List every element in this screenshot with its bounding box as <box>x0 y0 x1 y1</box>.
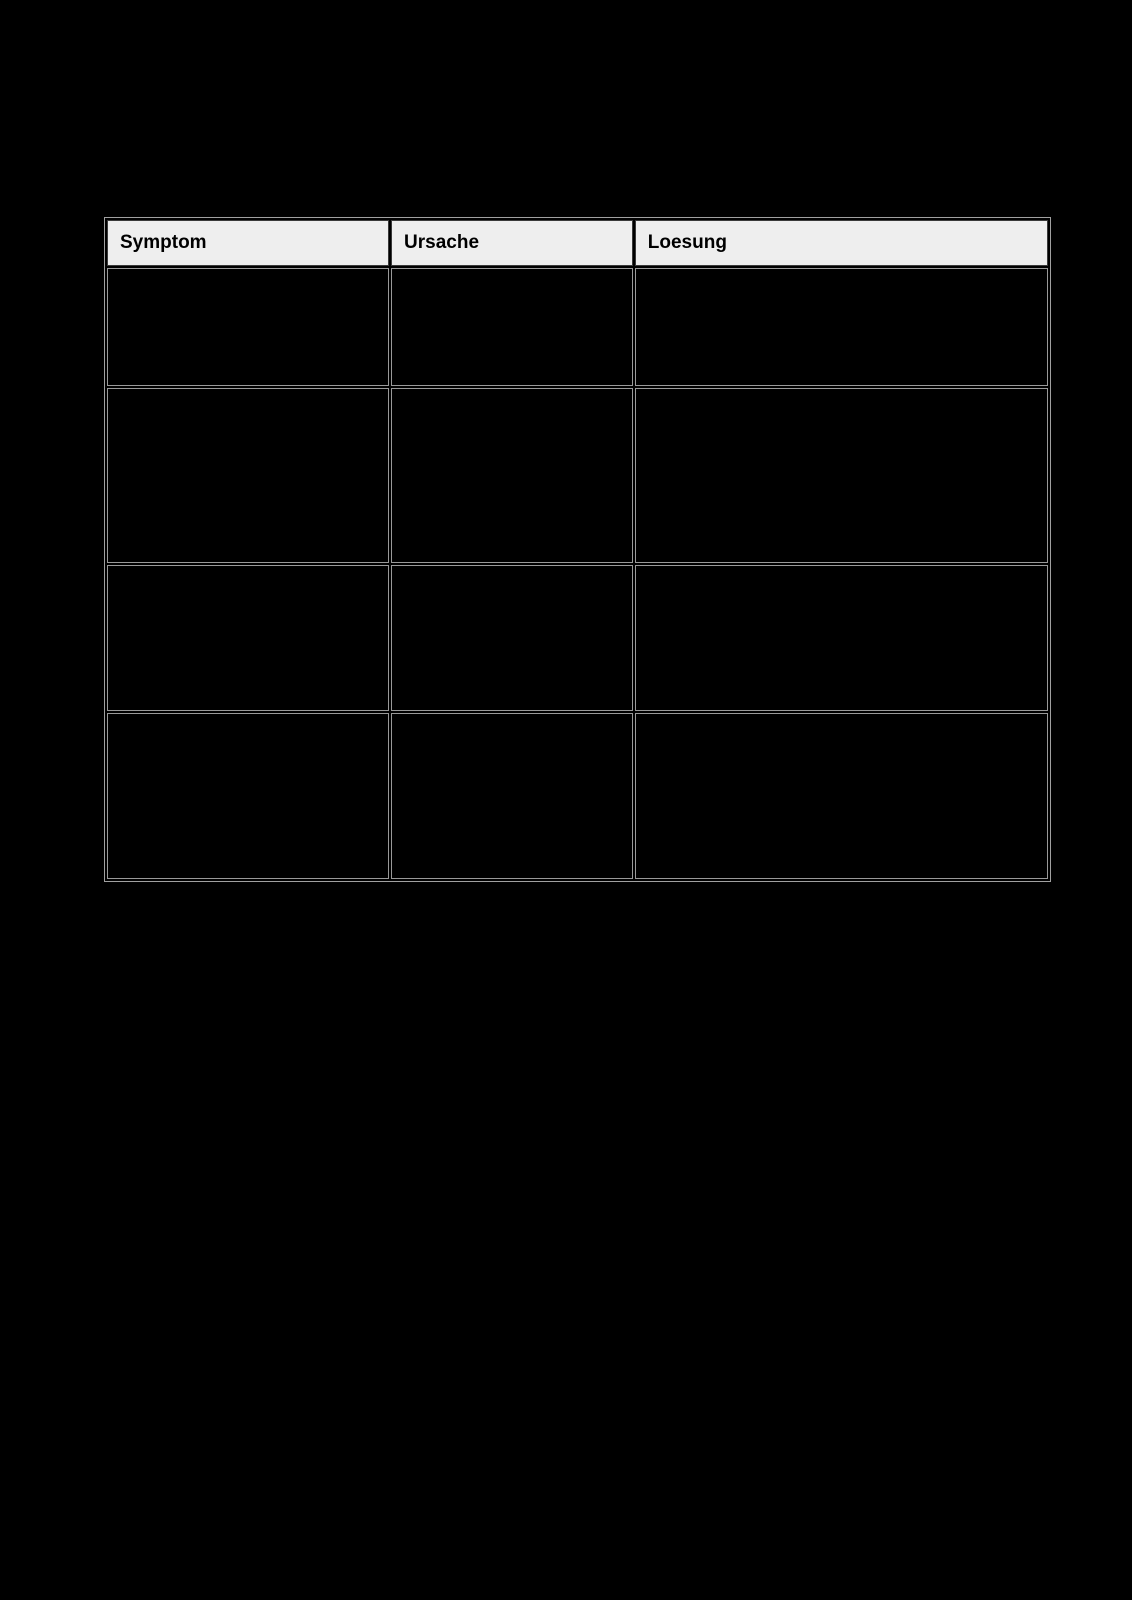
cell-row2-loesung <box>635 388 1048 563</box>
column-header-loesung: Loesung <box>635 220 1048 266</box>
cell-row3-loesung <box>635 565 1048 711</box>
table-row <box>107 565 1048 711</box>
table-row <box>107 268 1048 386</box>
cell-row4-loesung <box>635 713 1048 879</box>
table-header-row <box>107 220 1048 266</box>
cell-row1-symptom <box>107 268 389 386</box>
column-header-ursache: Ursache <box>391 220 633 266</box>
cell-row1-loesung <box>635 268 1048 386</box>
table-row <box>107 713 1048 879</box>
cell-row3-symptom <box>107 565 389 711</box>
troubleshooting-table <box>104 217 1051 882</box>
cell-row4-ursache <box>391 713 633 879</box>
cell-row4-symptom <box>107 713 389 879</box>
column-header-symptom: Symptom <box>107 220 389 266</box>
cell-row1-ursache <box>391 268 633 386</box>
cell-row3-ursache <box>391 565 633 711</box>
table-row <box>107 388 1048 563</box>
cell-row2-ursache <box>391 388 633 563</box>
cell-row2-symptom <box>107 388 389 563</box>
